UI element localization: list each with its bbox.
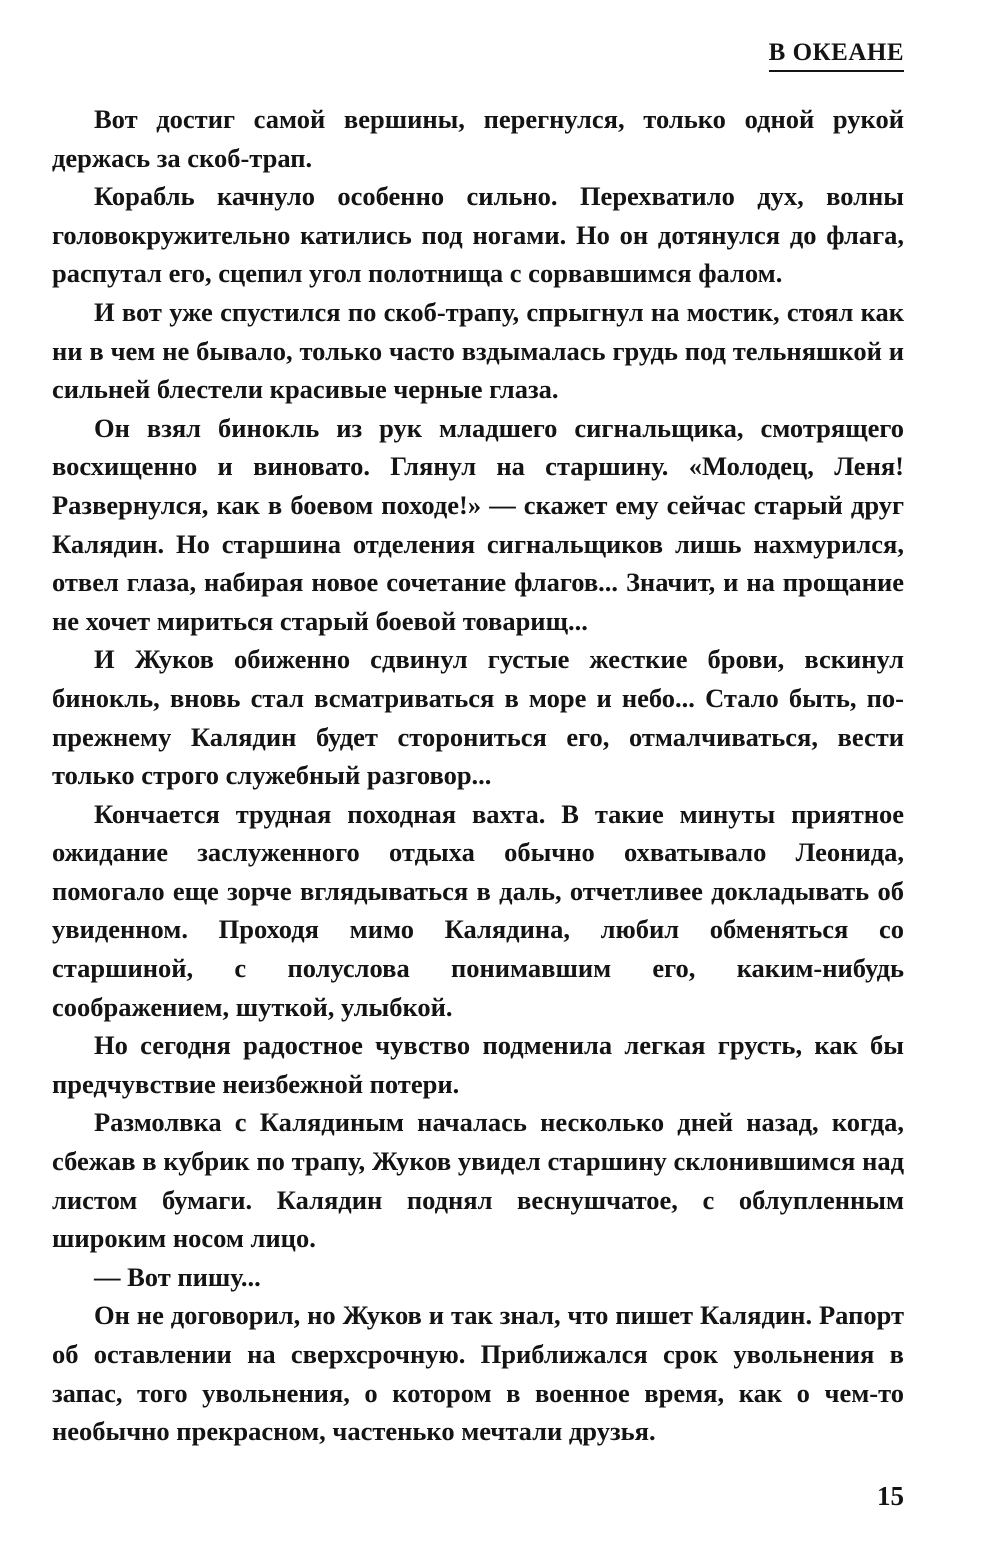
paragraph-8: Размолвка с Калядиным началась несколько дней назад, когда, сбежав в кубрик по трапу, Жуков увидел старшину склонившимся над листом бумаги. Калядин поднял веснушчатое, с облупленным широким носом лицо. — [52, 1107, 904, 1254]
paragraph-5: И Жуков обиженно сдвинул густые жесткие брови, вскинул бинокль, вновь стал всматриваться в море и небо... Стало быть, по-прежнему Калядин будет сторониться его, отмалчиваться, вести только строго служебный разговор... — [52, 644, 904, 791]
running-head: В ОКЕАНЕ — [769, 38, 904, 72]
book-page — [52, 28, 904, 1538]
paragraph-3: И вот уже спустился по скоб-трапу, спрыгнул на мостик, стоял как ни в чем не бывало, только часто вздымалась грудь под тельняшкой и сильней блестели красивые черные глаза. — [52, 296, 904, 405]
page-number: 15 — [877, 1481, 904, 1511]
paragraph-10: Он не договорил, но Жуков и так знал, что пишет Калядин. Рапорт об оставлении на сверхсрочную. Приближался срок увольнения в запас, того увольнения, о котором в военное время, как о чем-то необычно прекрасном, частенько мечтали друзья. — [52, 1300, 904, 1447]
paragraph-7: Но сегодня радостное чувство подменила легкая грусть, как бы предчувствие неизбежной потери. — [52, 1030, 904, 1099]
paragraph-4: Он взял бинокль из рук младшего сигнальщика, смотрящего восхищенно и виновато. Глянул на старшину. «Молодец, Леня! Развернулся, как в боевом походе!» — скажет ему сейчас старый друг Калядин. Но старшина отделения сигнальщиков лишь нахмурился, отвел глаза, набирая новое сочетание флагов... Значит, и на прощание не хочет мириться старый боевой товарищ... — [52, 412, 904, 636]
paragraph-2: Корабль качнуло особенно сильно. Перехватило дух, волны головокружительно катились под ногами. Но он дотянулся до флага, распутал его, сцепил угол полотнища с сорвавшимся фалом. — [52, 181, 904, 289]
body-text — [52, 100, 904, 1451]
paragraph-9-dialogue: — Вот пишу... — [94, 1261, 261, 1292]
paragraph-6: Кончается трудная походная вахта. В такие минуты приятное ожидание заслуженного отдыха обычно охватывало Леонида, помогало еще зорче вглядываться в даль, отчетливее докладывать об увиденном. Проходя мимо Калядина, любил обменяться со старшиной, с полуслова понимавшим его, каким-нибудь соображением, шуткой, улыбкой. — [52, 798, 904, 1022]
paragraph-1: Вот достиг самой вершины, перегнулся, только одной рукой держась за скоб-трап. — [52, 104, 904, 173]
